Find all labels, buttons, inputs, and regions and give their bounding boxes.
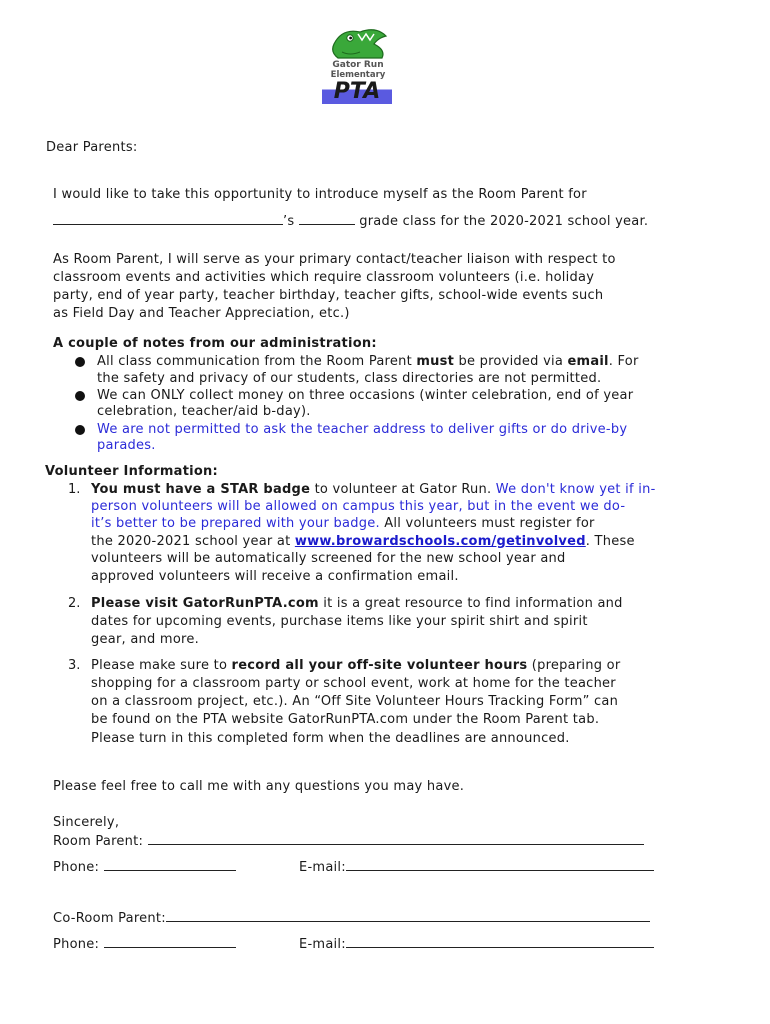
note-1-text: All class communication from the Room Parent — [97, 354, 417, 369]
room-parent-row — [53, 832, 644, 851]
item-1-text-4: the 2020-2021 school year at — [91, 534, 295, 549]
note-3-line-1: We are not permitted to ask the teacher address to deliver gifts or do drive-by — [97, 422, 628, 437]
note-1-post: . For — [608, 354, 639, 369]
intro-possessive: ’s — [283, 214, 295, 229]
item-2-line-3: gear, and more. — [91, 632, 199, 647]
email-label: E-mail: — [299, 937, 346, 952]
item-3-line-5: Please turn in this completed form when the deadlines are announced. — [91, 731, 570, 746]
intro-line-2 — [53, 212, 648, 231]
role-line-3: party, end of year party, teacher birthday, teacher gifts, school-wide events such — [53, 288, 604, 303]
greeting: Dear Parents: — [46, 140, 138, 155]
logo-school-name: Gator Run — [332, 60, 384, 70]
item-1-blue-1: We don't know yet if in- — [495, 482, 656, 497]
note-1-email: email — [567, 354, 609, 369]
intro-grade-text: grade class for the 2020-2021 school year. — [359, 214, 649, 229]
phone-label: Phone: — [53, 937, 100, 952]
logo-pta-text: PTA — [322, 80, 392, 104]
star-badge-text: You must have a STAR badge — [91, 482, 311, 497]
note-2-line-2: celebration, teacher/aid b-day). — [97, 404, 311, 419]
item-1-blue-3: it’s better to be prepared with your badge. — [91, 516, 380, 531]
visit-site-text: Please visit GatorRunPTA.com — [91, 596, 319, 611]
logo-school-type: Elementary — [330, 70, 386, 80]
item-3-number: 3. — [68, 658, 81, 673]
item-1-text: to volunteer at Gator Run. — [310, 482, 496, 497]
item-2-line-1 — [91, 595, 623, 613]
name-blank[interactable] — [53, 212, 283, 225]
gator-run-pta-logo — [320, 22, 396, 108]
note-1-must: must — [416, 354, 455, 369]
role-line-2: classroom events and activities which require classroom volunteers (i.e. holiday — [53, 270, 595, 285]
volunteer-heading: Volunteer Information: — [45, 464, 218, 479]
email-row-2 — [299, 935, 654, 954]
item-3-line-2: shopping for a classroom party or school event, work at home for the teacher — [91, 676, 616, 691]
item-1-line-3 — [91, 515, 595, 533]
note-1-line-2: the safety and privacy of our students, class directories are not permitted. — [97, 371, 602, 386]
record-hours-text: record all your off-site volunteer hours — [231, 658, 528, 673]
item-1-line-2: person volunteers will be allowed on campus this year, but in the event we do- — [91, 499, 626, 514]
bullet-icon — [75, 391, 85, 401]
item-3-pre: Please make sure to — [91, 658, 232, 673]
phone-label: Phone: — [53, 860, 100, 875]
item-1-line-6: approved volunteers will receive a confirmation email. — [91, 569, 459, 584]
note-3-line-2: parades. — [97, 438, 156, 453]
co-room-parent-label: Co-Room Parent: — [53, 911, 166, 926]
item-1-number: 1. — [68, 482, 81, 497]
email-label: E-mail: — [299, 860, 346, 875]
notes-heading: A couple of notes from our administration: — [53, 336, 377, 351]
note-2-line-1: We can ONLY collect money on three occasions (winter celebration, end of year — [97, 388, 634, 403]
item-1-text-4-post: . These — [585, 534, 635, 549]
email-row-1 — [299, 858, 654, 877]
phone-field[interactable] — [104, 858, 236, 871]
item-1-line-4 — [91, 533, 635, 551]
grade-blank[interactable] — [299, 212, 355, 225]
co-phone-field[interactable] — [104, 935, 236, 948]
item-1-text-3: All volunteers must register for — [379, 516, 595, 531]
item-2-text: it is a great resource to find information and — [318, 596, 623, 611]
item-2-line-2: dates for upcoming events, purchase items like your spirit shirt and spirit — [91, 614, 588, 629]
email-field[interactable] — [346, 858, 654, 871]
bullet-icon — [75, 357, 85, 367]
note-1-mid: be provided via — [454, 354, 568, 369]
role-line-1: As Room Parent, I will serve as your primary contact/teacher liaison with respect to — [53, 252, 616, 267]
getinvolved-link[interactable]: www.browardschools.com/getinvolved — [294, 534, 586, 549]
co-room-parent-field[interactable] — [166, 909, 650, 922]
phone-row-1 — [53, 858, 236, 877]
item-1-line-1 — [91, 481, 656, 499]
signoff: Sincerely, — [53, 815, 120, 830]
co-email-field[interactable] — [346, 935, 654, 948]
co-room-parent-row — [53, 909, 650, 928]
role-line-4: as Field Day and Teacher Appreciation, etc.) — [53, 306, 350, 321]
room-parent-label: Room Parent: — [53, 834, 144, 849]
item-3-line-3: on a classroom project, etc.). An “Off Site Volunteer Hours Tracking Form” can — [91, 694, 619, 709]
room-parent-field[interactable] — [148, 832, 644, 845]
bullet-icon — [75, 425, 85, 435]
note-1-line-1 — [97, 353, 639, 371]
item-1-line-5: volunteers will be automatically screened for the new school year and — [91, 551, 566, 566]
item-3-text: (preparing or — [527, 658, 621, 673]
phone-row-2 — [53, 935, 236, 954]
item-3-line-1 — [91, 657, 620, 675]
intro-line-1: I would like to take this opportunity to introduce myself as the Room Parent for — [53, 187, 587, 202]
item-3-line-4: be found on the PTA website GatorRunPTA.com under the Room Parent tab. — [91, 712, 600, 727]
item-2-number: 2. — [68, 596, 81, 611]
closing-line: Please feel free to call me with any questions you may have. — [53, 779, 465, 794]
